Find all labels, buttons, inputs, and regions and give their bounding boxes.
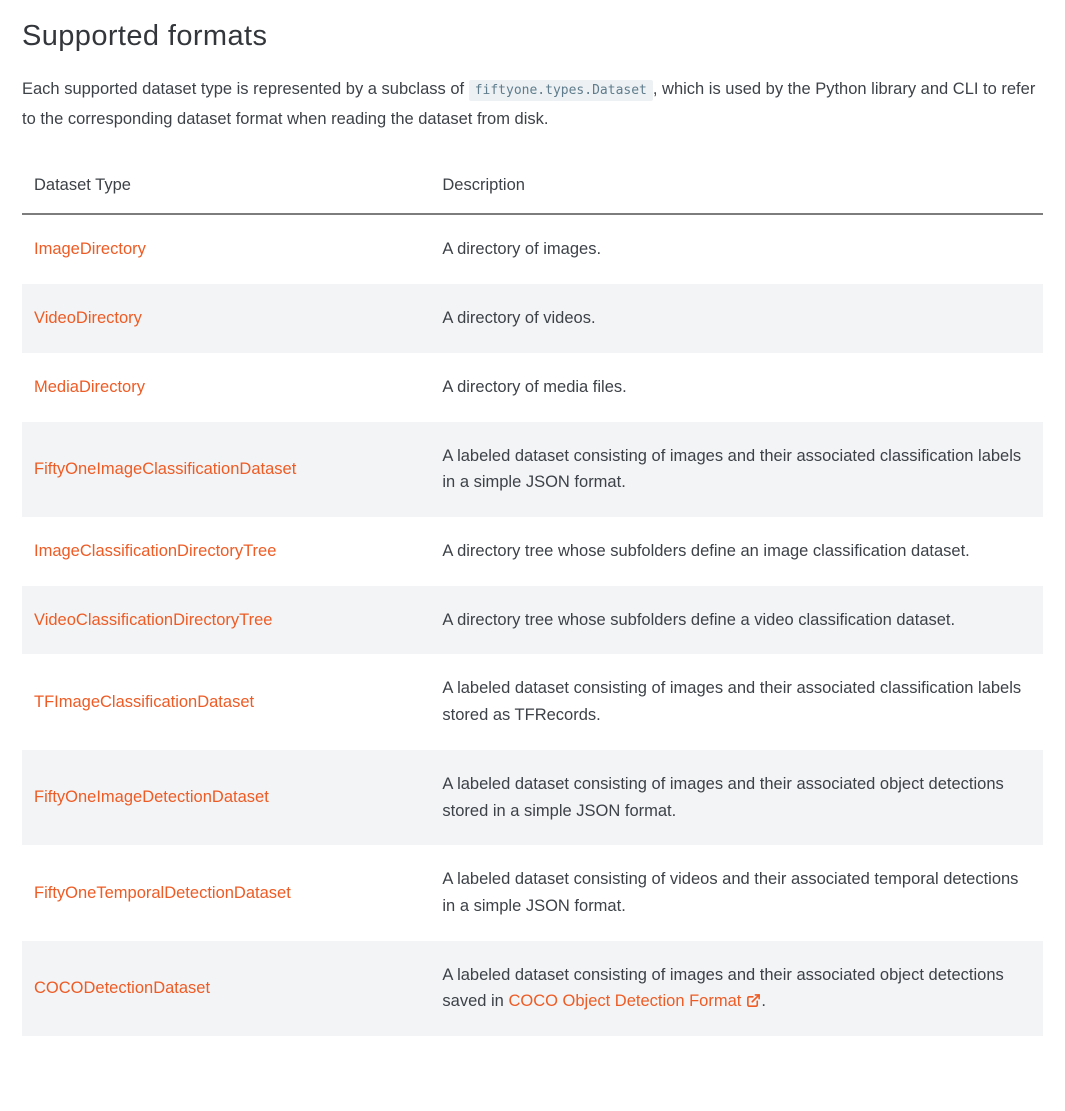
table-header [22,160,1043,214]
description-cell: A labeled dataset consisting of videos and their associated temporal detections in a simple JSON format. [442,870,1019,915]
dataset-type-link[interactable]: ImageDirectory [34,240,146,259]
dataset-type-cell [22,214,430,284]
dataset-type-cell [22,353,430,422]
dataset-type-link[interactable]: TFImageClassificationDataset [34,692,255,711]
dataset-type-cell [22,586,430,655]
dataset-type-link[interactable]: VideoClassificationDirectoryTree [34,610,273,629]
dataset-type-cell [22,422,430,517]
supported-formats-table [22,160,1043,1036]
table-row [22,941,1043,1036]
inline-code-dataset-type: fiftyone.types.Dataset [469,80,653,101]
dataset-type-link[interactable]: COCODetectionDataset [34,979,211,998]
table-header-row [22,160,1043,214]
external-link-icon [746,993,761,1008]
coco-format-link[interactable] [508,992,761,1010]
description-cell: A labeled dataset consisting of images and their associated object detections stored in a simple JSON format. [442,774,1004,820]
description-cell: A labeled dataset consisting of images and their associated classification labels stored as TFRecords. [442,679,1022,725]
dataset-type-cell [22,845,430,940]
table-row [22,586,1043,655]
dataset-type-link[interactable]: ImageClassificationDirectoryTree [34,541,277,560]
intro-text-before-code: Each supported dataset type is represented by a subclass of [22,80,469,98]
dataset-type-link[interactable]: FiftyOneTemporalDetectionDataset [34,883,291,902]
page-title: Supported formats [22,20,268,52]
table-row [22,422,1043,517]
description-text-after-link: . [761,992,766,1011]
dataset-type-cell [22,284,430,353]
table-body [22,214,1043,1036]
dataset-type-link[interactable]: MediaDirectory [34,377,145,396]
description-cell: A directory of images. [442,240,602,259]
dataset-type-link[interactable]: FiftyOneImageClassificationDataset [34,459,297,478]
description-cell: A directory of media files. [442,377,627,396]
description-cell: A directory tree whose subfolders define an image classification dataset. [442,541,970,560]
table-row [22,214,1043,284]
intro-paragraph [22,75,1043,134]
table-row [22,654,1043,749]
coco-format-link-label: COCO Object Detection Format [508,992,742,1011]
dataset-type-link[interactable]: VideoDirectory [34,309,142,328]
description-cell: A directory of videos. [442,309,596,328]
dataset-type-link[interactable]: FiftyOneImageDetectionDataset [34,788,269,807]
description-cell: A directory tree whose subfolders define a video classification dataset. [442,610,956,629]
intro-text-after-code: , which is used by the Python library and CLI to refer to the corresponding dataset format when reading the dataset from disk. [22,80,1036,128]
table-row [22,750,1043,845]
description-cell [430,941,1043,1036]
description-cell: A labeled dataset consisting of images and their associated classification labels in a simple JSON format. [442,446,1022,492]
column-header-dataset-type: Dataset Type [22,160,430,214]
column-header-description: Description [430,160,1043,214]
description-text-before-link: A labeled dataset consisting of images and their associated object detections saved in [442,965,1004,1011]
table-row [22,353,1043,422]
table-row [22,284,1043,353]
table-row [22,517,1043,586]
dataset-type-cell [22,654,430,749]
dataset-type-cell [22,517,430,586]
dataset-type-cell [22,750,430,845]
dataset-type-cell [22,941,430,1036]
table-row [22,845,1043,940]
